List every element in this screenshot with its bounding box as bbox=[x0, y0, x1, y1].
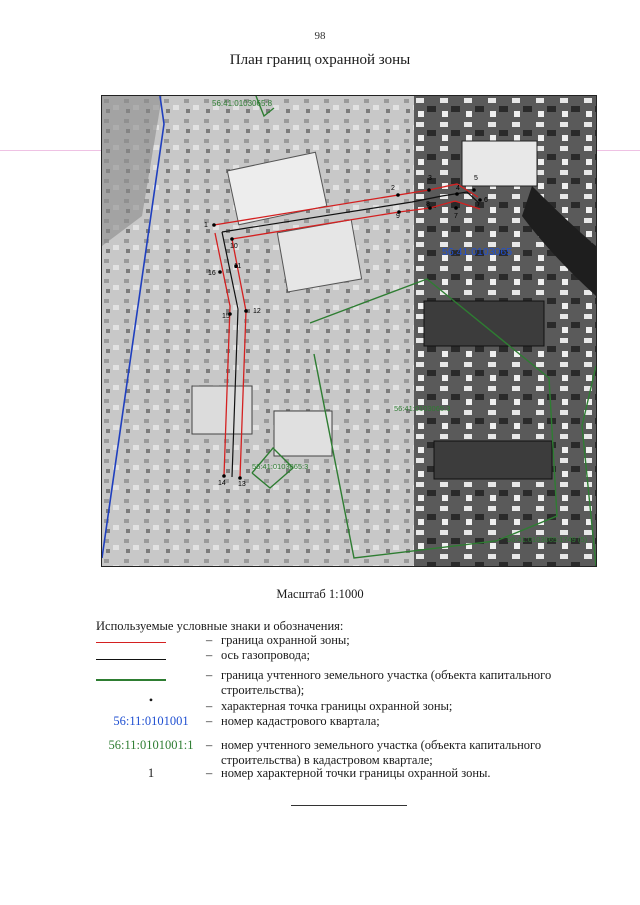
point-label-9: 9 bbox=[396, 213, 400, 220]
quarter-label-main: 56:41:0103065 bbox=[442, 246, 513, 258]
point-3 bbox=[427, 188, 431, 192]
point-13 bbox=[238, 476, 242, 480]
point-label-10: 10 bbox=[230, 243, 238, 250]
point-label-11: 11 bbox=[234, 263, 242, 270]
point-1 bbox=[212, 223, 216, 227]
legend-text: номер учтенного земельного участка (объекта капитального строительства) в кадастровом квартале; bbox=[221, 738, 542, 767]
point-10 bbox=[230, 237, 234, 241]
point-label-5: 5 bbox=[474, 175, 478, 182]
point-label-16: 16 bbox=[208, 270, 216, 277]
point-number-symbol: 1 bbox=[147, 766, 155, 780]
point-label-1: 1 bbox=[204, 222, 208, 229]
point-label-3: 3 bbox=[428, 175, 432, 182]
point-4 bbox=[455, 192, 459, 196]
pipeline-axis-symbol bbox=[96, 659, 166, 660]
point-label-7: 7 bbox=[454, 213, 458, 220]
point-label-8: 8 bbox=[426, 201, 430, 208]
legend-dash: – bbox=[206, 714, 213, 728]
point-2 bbox=[396, 193, 400, 197]
point-label-4: 4 bbox=[456, 185, 460, 192]
point-14 bbox=[222, 474, 226, 478]
quarter-number-symbol: 56:11:0101001 bbox=[113, 714, 189, 728]
point-6 bbox=[478, 198, 482, 202]
quarter-label-top: 56:41:0103065:8 bbox=[212, 99, 273, 108]
parcel-label-mid: 56:41:0103065:3 bbox=[394, 404, 451, 413]
page-title: План границ охранной зоны bbox=[229, 52, 411, 68]
zone-boundary-symbol bbox=[96, 642, 166, 643]
legend-text: ось газопровода; bbox=[221, 648, 311, 662]
point-5 bbox=[472, 188, 476, 192]
map-scale: Масштаб 1:1000 bbox=[276, 587, 364, 601]
orthophoto-map bbox=[102, 96, 596, 566]
parcel-label-bottom: 56:41:0103065:1749 (5) bbox=[507, 535, 588, 544]
page-number: 98 bbox=[314, 30, 326, 42]
legend-text: номер характерной точки границы охранной зоны. bbox=[221, 766, 491, 780]
point-7 bbox=[454, 206, 458, 210]
point-label-13: 13 bbox=[238, 481, 246, 488]
legend-dash: – bbox=[206, 648, 213, 662]
point-label-6: 6 bbox=[484, 197, 488, 204]
point-label-12: 12 bbox=[253, 308, 261, 315]
point-16 bbox=[218, 270, 222, 274]
legend-dash: – bbox=[206, 766, 213, 780]
legend-text: граница учтенного земельного участка (объекта капитального строительства); bbox=[221, 668, 552, 697]
point-12 bbox=[244, 309, 248, 313]
point-label-2: 2 bbox=[391, 185, 395, 192]
legend-text: граница охранной зоны; bbox=[221, 633, 350, 647]
legend-heading: Используемые условные знаки и обозначения: bbox=[96, 619, 344, 633]
legend-text: характерная точка границы охранной зоны; bbox=[221, 699, 453, 713]
parcel-number-symbol: 56:11:0101001:1 bbox=[108, 738, 194, 752]
parcel-boundary-symbol bbox=[96, 679, 166, 681]
map-frame bbox=[101, 95, 597, 567]
legend-dash: – bbox=[206, 668, 213, 682]
point-label-14: 14 bbox=[218, 480, 226, 487]
point-symbol: • bbox=[148, 693, 154, 707]
closing-rule bbox=[291, 805, 407, 806]
legend-dash: – bbox=[206, 699, 213, 713]
parcel-label-small: 56:41:0103065:3 bbox=[252, 462, 309, 471]
point-label-15: 15 bbox=[222, 313, 230, 320]
legend-dash: – bbox=[206, 738, 213, 752]
legend-dash: – bbox=[206, 633, 213, 647]
legend-text: номер кадастрового квартала; bbox=[221, 714, 380, 728]
